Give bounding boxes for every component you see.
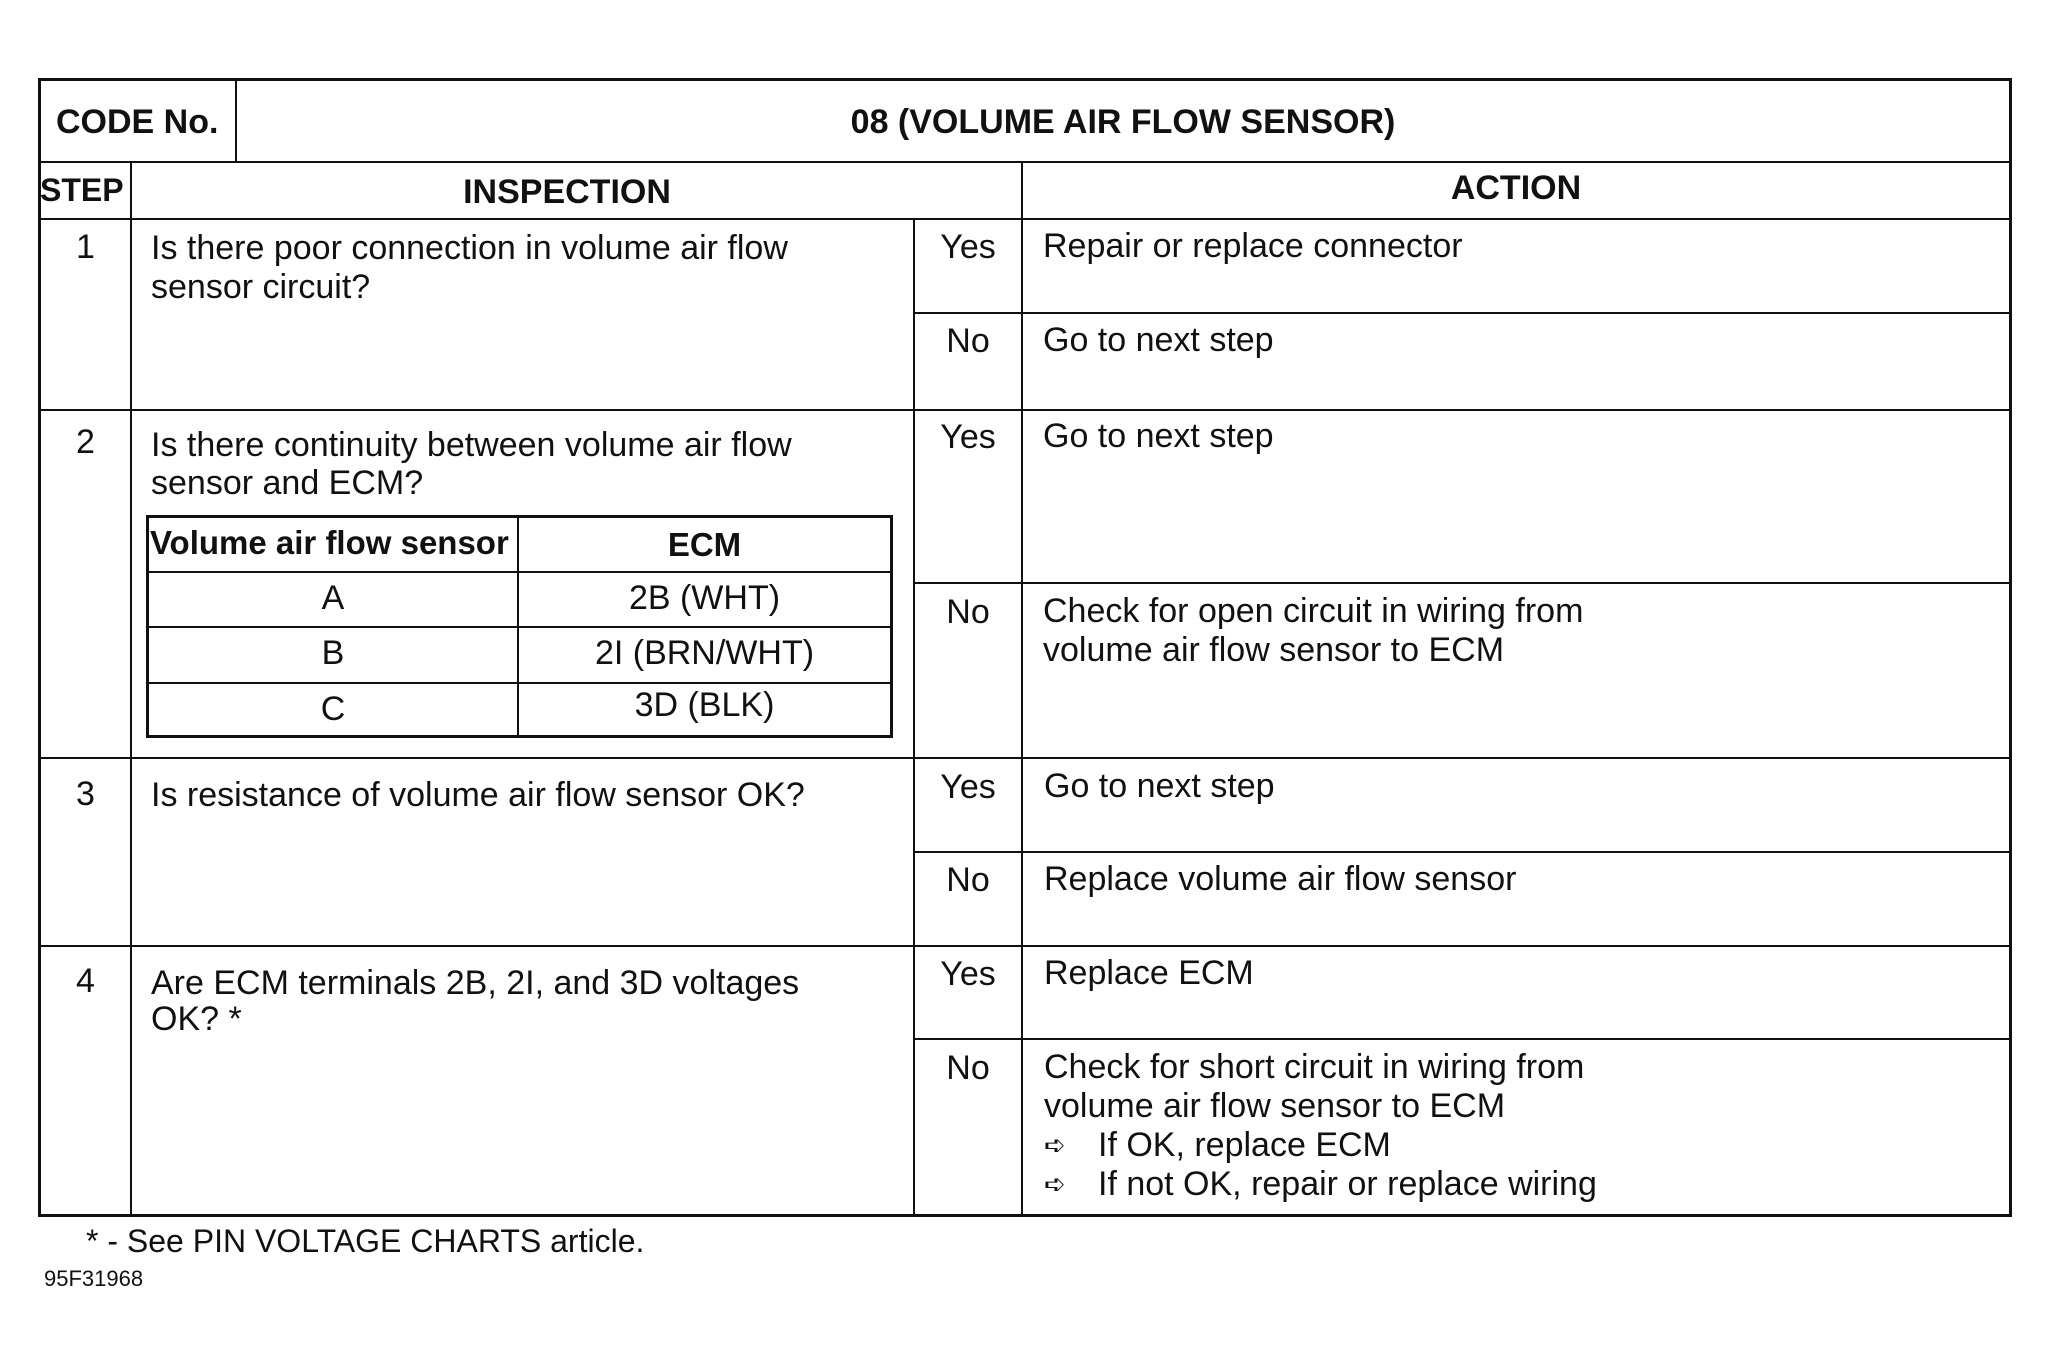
- step-column-header: STEP: [40, 172, 124, 208]
- subtable-cell: 2B (WHT): [628, 579, 781, 617]
- action-text: Check for open circuit in wiring from: [1043, 592, 1584, 630]
- inspection-text: sensor circuit?: [151, 268, 371, 306]
- action-bullet-text: If not OK, repair or replace wiring: [1098, 1165, 1597, 1203]
- action-column-divider: [1021, 161, 1023, 1216]
- step-number: 3: [76, 775, 95, 813]
- step-column-divider: [130, 161, 132, 1216]
- inspection-text: OK? *: [151, 1000, 242, 1038]
- yes-label: Yes: [940, 955, 996, 993]
- yes-no-separator-1: [913, 312, 2012, 314]
- subtable-cell: C: [320, 690, 346, 728]
- yes-label: Yes: [940, 418, 996, 456]
- action-text: Repair or replace connector: [1043, 227, 1463, 265]
- action-text: Go to next step: [1043, 417, 1274, 455]
- footnote: * - See PIN VOLTAGE CHARTS article.: [86, 1223, 645, 1259]
- subtable-header-sensor: Volume air flow sensor: [150, 524, 509, 561]
- pin-subtable: [146, 515, 893, 738]
- inspection-text: Is there poor connection in volume air flow: [151, 229, 788, 267]
- step-separator-3: [38, 945, 2012, 947]
- subtable-cell: B: [321, 634, 345, 672]
- subtable-cell: 2I (BRN/WHT): [594, 634, 815, 672]
- code-title: 08 (VOLUME AIR FLOW SENSOR): [850, 103, 1396, 141]
- inspection-text: Is resistance of volume air flow sensor OK?: [151, 776, 805, 814]
- action-text: Replace volume air flow sensor: [1044, 860, 1517, 898]
- action-text: Go to next step: [1044, 767, 1275, 805]
- step-number: 2: [76, 423, 95, 461]
- action-column-header: ACTION: [1450, 169, 1582, 207]
- arrow-right-icon: ➪: [1044, 1130, 1066, 1160]
- action-bullet-text: If OK, replace ECM: [1098, 1126, 1391, 1164]
- no-label: No: [946, 861, 990, 899]
- action-text: Go to next step: [1043, 321, 1274, 359]
- subtable-cell: 3D (BLK): [634, 686, 775, 724]
- subtable-cell: A: [321, 579, 345, 617]
- arrow-right-icon: ➪: [1044, 1169, 1066, 1199]
- table-border-right: [2009, 78, 2012, 1217]
- step-number: 1: [76, 228, 95, 266]
- step-separator-2: [38, 757, 2012, 759]
- yes-no-separator-3: [913, 851, 2012, 853]
- table-border-bottom: [38, 1214, 2012, 1217]
- column-header-divider: [38, 218, 2012, 220]
- inspection-text: Is there continuity between volume air flow: [151, 426, 792, 464]
- code-label: CODE No.: [56, 103, 219, 141]
- inspection-text: Are ECM terminals 2B, 2I, and 3D voltages: [151, 964, 800, 1002]
- figure-id: 95F31968: [44, 1266, 144, 1291]
- yes-label: Yes: [940, 228, 996, 266]
- step-separator-1: [38, 409, 2012, 411]
- action-bullet: [1044, 1126, 1391, 1165]
- subtable-header-ecm: ECM: [667, 526, 742, 563]
- inspection-column-header: INSPECTION: [463, 173, 671, 211]
- action-text: volume air flow sensor to ECM: [1043, 631, 1505, 669]
- no-label: No: [946, 322, 990, 360]
- no-label: No: [946, 593, 990, 631]
- no-label: No: [946, 1049, 990, 1087]
- action-text: Check for short circuit in wiring from: [1044, 1048, 1585, 1086]
- action-bullet: [1044, 1165, 1597, 1204]
- header-divider: [38, 161, 2012, 163]
- yes-no-separator-4: [913, 1038, 2012, 1040]
- action-text: volume air flow sensor to ECM: [1044, 1087, 1506, 1125]
- yes-label: Yes: [940, 768, 996, 806]
- step-number: 4: [76, 962, 95, 1000]
- table-border-top: [38, 78, 2012, 81]
- yes-no-separator-2: [913, 582, 2012, 584]
- inspection-text: sensor and ECM?: [151, 464, 424, 502]
- action-text: Replace ECM: [1044, 954, 1254, 992]
